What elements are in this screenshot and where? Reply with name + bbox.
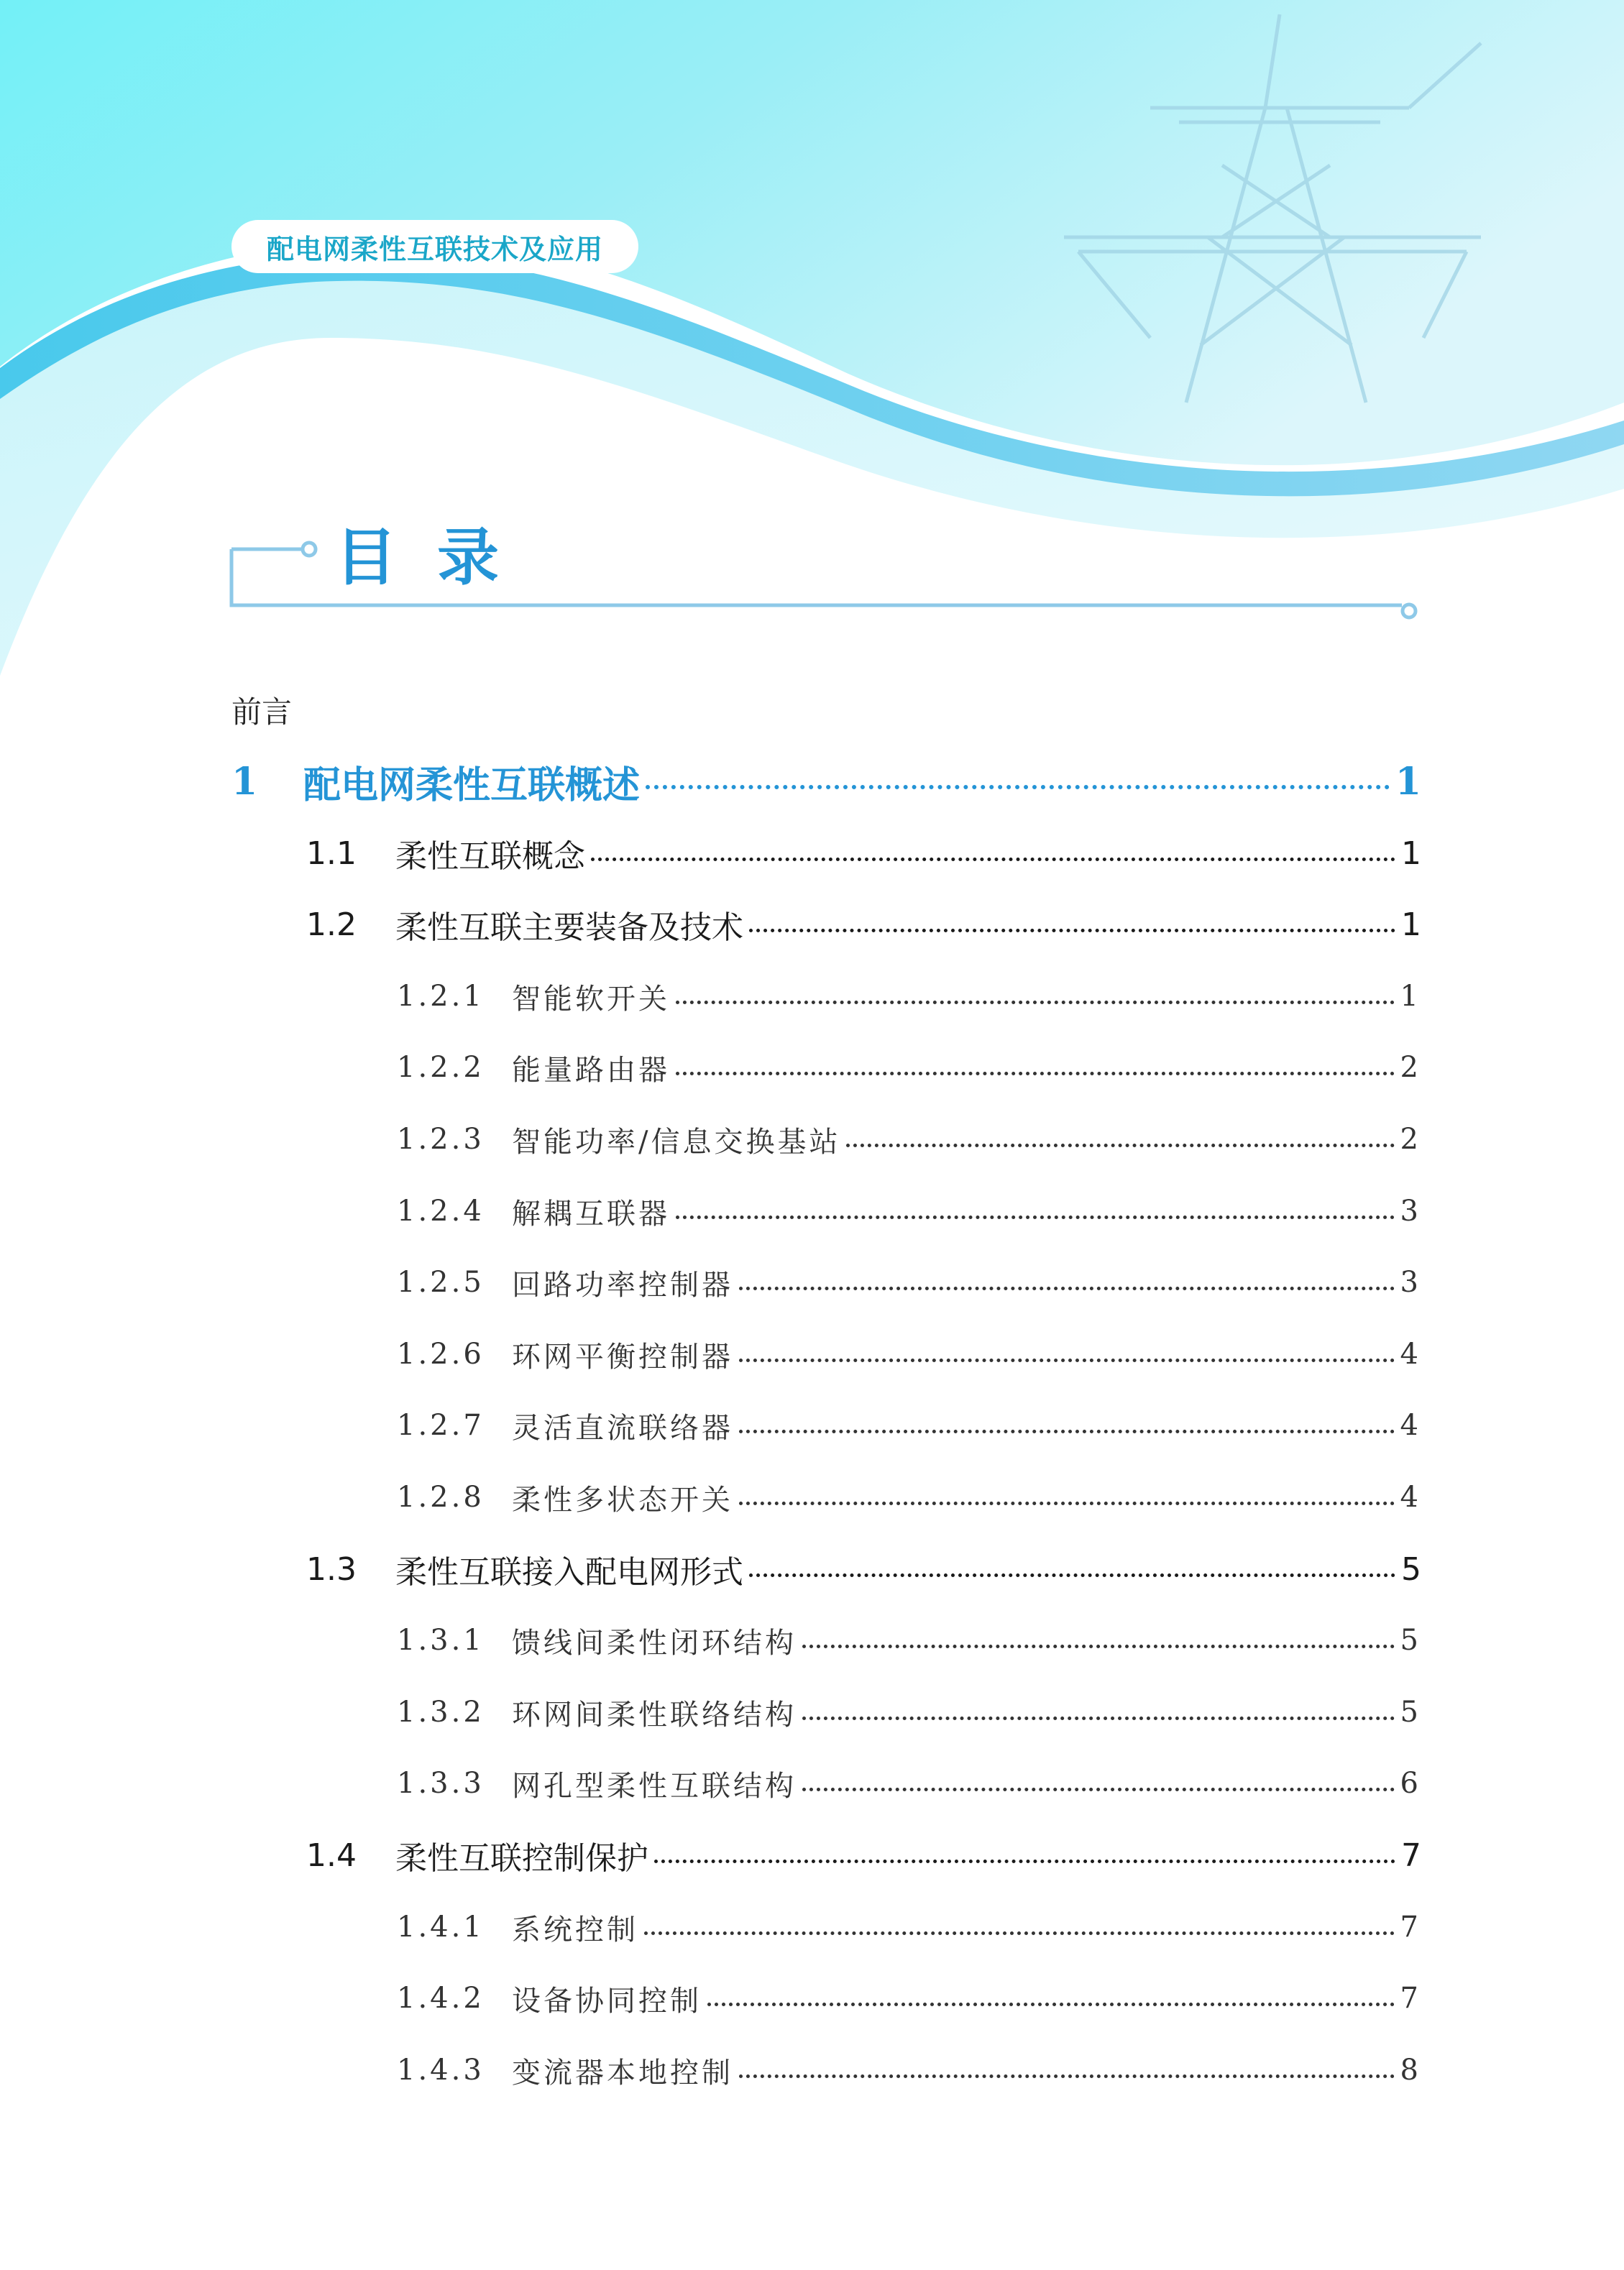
toc-entry-1-2-3[interactable] — [397, 1114, 1421, 1164]
toc-entry-number: 1.4.2 — [397, 1982, 485, 2015]
toc-entry-title: 环网平衡控制器 — [512, 1340, 733, 1374]
toc-entry-page: 3 — [1400, 1195, 1421, 1228]
toc-entry-1-2[interactable] — [306, 899, 1421, 950]
toc-entry-number: 1.4.3 — [397, 2054, 485, 2087]
toc-dot-leader — [654, 1860, 1395, 1863]
toc-entry-page: 2 — [1400, 1123, 1421, 1156]
toc-entry-number: 1.1 — [306, 835, 357, 872]
toc-entry-title: 柔性多状态开关 — [512, 1483, 733, 1517]
toc-entry-1-3[interactable] — [306, 1544, 1421, 1594]
toc-entry-title: 回路功率控制器 — [512, 1268, 733, 1302]
toc-heading: 目录 — [335, 521, 539, 594]
toc-entry-1-1[interactable] — [306, 828, 1421, 878]
toc-entry-title: 灵活直流联络器 — [512, 1411, 733, 1445]
toc-entry-page: 1 — [1400, 980, 1421, 1013]
toc-dot-leader — [739, 1359, 1395, 1362]
toc-entry-title: 网孔型柔性互联结构 — [512, 1769, 797, 1803]
toc-dot-leader — [676, 1216, 1395, 1219]
toc-entry-page: 7 — [1400, 1982, 1421, 2015]
toc-entry-page: 8 — [1400, 2054, 1421, 2087]
toc-entry-title: 柔性互联控制保护 — [395, 1840, 648, 1877]
toc-entry-page: 5 — [1401, 1550, 1421, 1588]
toc-entry-1-2-5[interactable] — [397, 1257, 1421, 1308]
toc-entry-page: 7 — [1401, 1837, 1421, 1874]
toc-dot-leader — [749, 1573, 1395, 1577]
toc-entry-number: 1.4 — [306, 1837, 357, 1874]
toc-entry-page: 4 — [1400, 1481, 1421, 1514]
toc-entry-title: 智能功率/信息交换基站 — [512, 1125, 841, 1159]
toc-entry-number: 1.2.2 — [397, 1051, 485, 1084]
toc-entry-number: 1.3.1 — [397, 1624, 485, 1657]
toc-entry-page: 5 — [1400, 1624, 1421, 1657]
toc-entry-page: 7 — [1400, 1911, 1421, 1944]
toc-entry-1-3-1[interactable] — [397, 1615, 1421, 1665]
toc-entry-1-4-1[interactable] — [397, 1902, 1421, 1952]
toc-dot-leader — [739, 1502, 1395, 1505]
toc-entry-title: 柔性互联概念 — [395, 838, 585, 875]
toc-dot-leader — [644, 1931, 1395, 1935]
toc-dot-leader — [739, 1430, 1395, 1433]
toc-entry-page: 1 — [1401, 835, 1421, 872]
toc-entry-page: 2 — [1400, 1051, 1421, 1084]
toc-entry-page: 4 — [1400, 1409, 1421, 1442]
toc-dot-leader — [846, 1144, 1394, 1147]
toc-entry-page: 4 — [1400, 1338, 1421, 1371]
toc-dot-leader — [749, 929, 1395, 932]
toc-entry-title: 解耦互联器 — [512, 1197, 670, 1231]
toc-entry-title: 柔性互联主要装备及技术 — [395, 909, 743, 946]
toc-entry-number: 1.2.8 — [397, 1481, 485, 1514]
toc-entry-title: 系统控制 — [512, 1913, 638, 1947]
toc-entry-1-3-3[interactable] — [397, 1758, 1421, 1809]
toc-entry-1-2-6[interactable] — [397, 1329, 1421, 1379]
toc-entry-1[interactable] — [231, 756, 1421, 807]
toc-entry-1-2-8[interactable] — [397, 1472, 1421, 1522]
toc-entry-page: 3 — [1400, 1266, 1421, 1299]
toc-entry-number: 1.3.2 — [397, 1696, 485, 1729]
toc-preface-link[interactable]: 前言 — [231, 694, 293, 730]
toc-entry-1-4[interactable] — [306, 1830, 1421, 1880]
toc-dot-leader — [591, 858, 1395, 861]
toc-entry-number: 1.2 — [306, 906, 357, 943]
toc-dot-leader — [676, 1072, 1395, 1075]
toc-entry-title: 设备协同控制 — [512, 1984, 702, 2018]
toc-dot-leader — [802, 1717, 1395, 1720]
toc-entry-number: 1.4.1 — [397, 1911, 485, 1944]
toc-dot-leader — [802, 1788, 1395, 1791]
toc-entry-1-3-2[interactable] — [397, 1687, 1421, 1737]
toc-entry-page: 1 — [1401, 906, 1421, 943]
toc-entry-number: 1.3.3 — [397, 1767, 485, 1800]
toc-dot-leader — [739, 2074, 1395, 2078]
toc-entry-title: 柔性互联接入配电网形式 — [395, 1554, 743, 1591]
toc-entry-number: 1.2.1 — [397, 980, 485, 1013]
toc-entry-1-4-3[interactable] — [397, 2045, 1421, 2095]
book-title-tag: 配电网柔性互联技术及应用 — [231, 220, 638, 273]
toc-dot-leader — [802, 1645, 1395, 1648]
toc-entry-title: 馈线间柔性闭环结构 — [512, 1626, 797, 1660]
toc-entry-number: 1.2.4 — [397, 1195, 485, 1228]
toc-entry-page: 6 — [1400, 1767, 1421, 1800]
toc-entry-number: 1 — [231, 759, 258, 804]
toc-entry-title: 变流器本地控制 — [512, 2056, 733, 2090]
toc-entry-number: 1.2.7 — [397, 1409, 485, 1442]
toc-entry-1-2-7[interactable] — [397, 1400, 1421, 1451]
toc-entry-page: 5 — [1400, 1696, 1421, 1729]
toc-entry-number: 1.3 — [306, 1550, 357, 1588]
toc-entry-1-2-1[interactable] — [397, 971, 1421, 1021]
toc-entry-page: 1 — [1395, 759, 1421, 804]
toc-entry-1-4-2[interactable] — [397, 1973, 1421, 2023]
toc-dot-leader — [739, 1287, 1395, 1290]
toc-entry-title: 环网间柔性联络结构 — [512, 1698, 797, 1732]
toc-entry-number: 1.2.6 — [397, 1338, 485, 1371]
toc-entry-title: 智能软开关 — [512, 982, 670, 1016]
toc-entry-1-2-2[interactable] — [397, 1042, 1421, 1093]
toc-entry-number: 1.2.3 — [397, 1123, 485, 1156]
toc-entry-number: 1.2.5 — [397, 1266, 485, 1299]
toc-dot-leader — [707, 2003, 1395, 2006]
toc-dot-leader — [646, 785, 1390, 789]
toc-entry-1-2-4[interactable] — [397, 1186, 1421, 1236]
toc-entry-title: 配电网柔性互联概述 — [303, 763, 641, 807]
toc-entry-title: 能量路由器 — [512, 1053, 670, 1087]
toc-dot-leader — [676, 1001, 1395, 1004]
